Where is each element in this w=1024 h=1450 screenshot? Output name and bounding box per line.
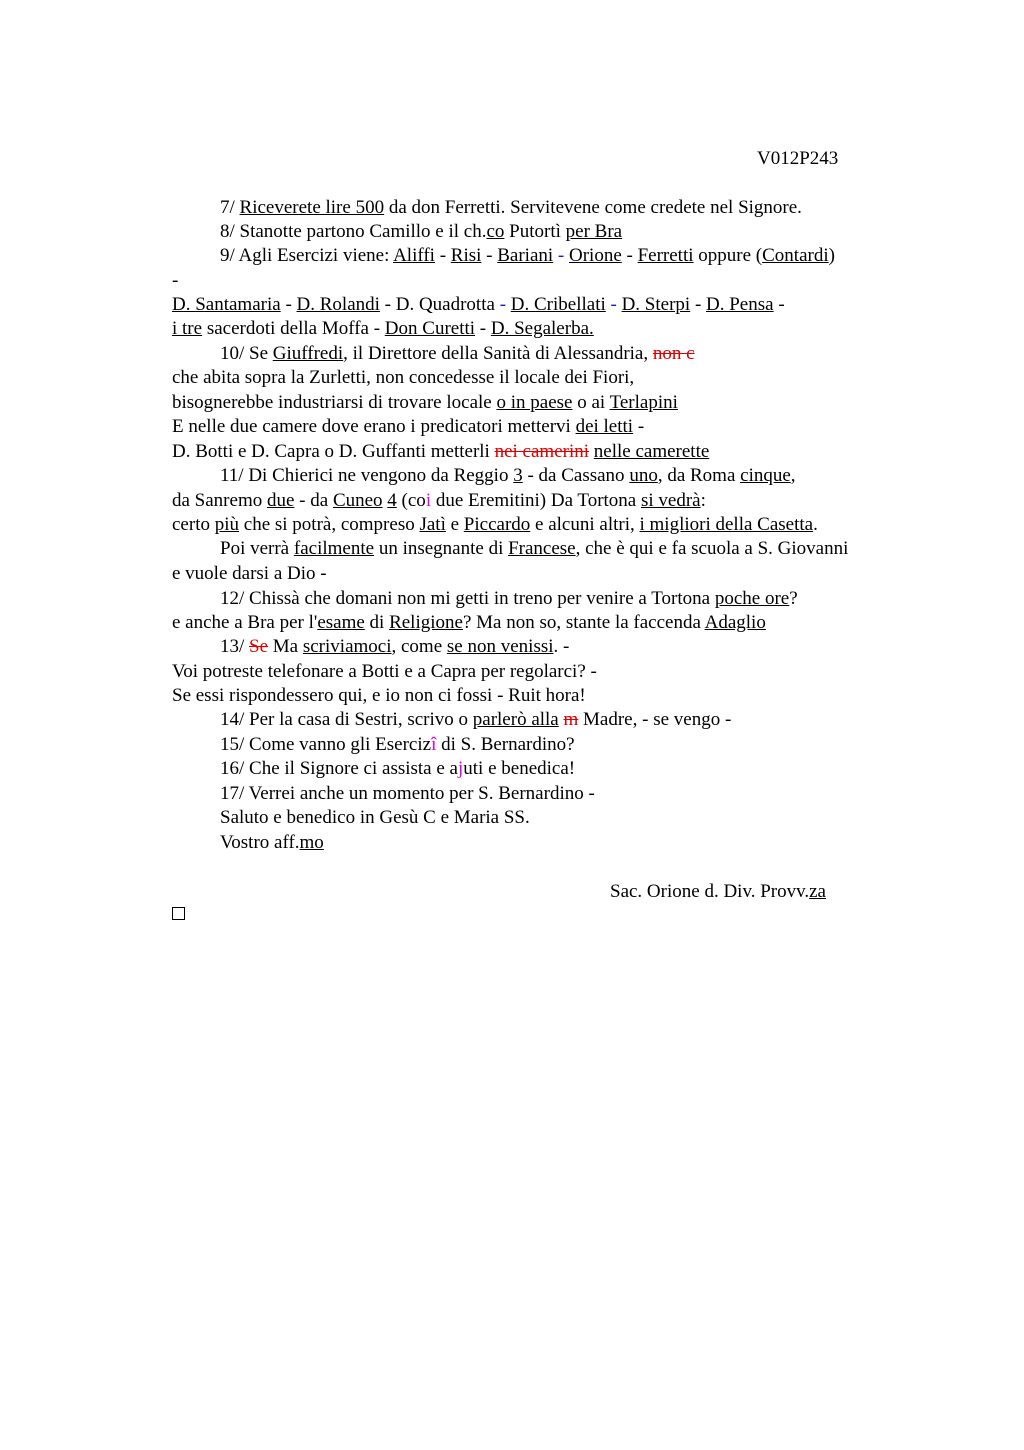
line-16 (220, 757, 575, 781)
text: di S. Bernardino? (436, 734, 575, 755)
text: Sac. Orione d. Div. Provv. (610, 881, 810, 902)
blue-text: - (499, 294, 507, 315)
line-14 (220, 708, 731, 732)
text: . - (553, 636, 570, 657)
closing-greeting: Saluto e benedico in Gesù C e Maria SS. (220, 807, 530, 828)
text: Putortì (504, 221, 566, 242)
underlined-text: facilmente (293, 538, 375, 559)
underlined-text: Ferretti (637, 245, 694, 266)
line-12 (220, 587, 798, 611)
line-10-c (172, 391, 678, 415)
underlined-text: D. Segalerba. (490, 318, 594, 339)
underlined-text: parlerò alla (472, 709, 559, 730)
underlined-text: due (266, 490, 295, 511)
text: 10/ Se (220, 343, 273, 364)
underlined-text: Contardi (762, 245, 829, 266)
closing-yours (220, 831, 324, 855)
underlined-text: uno (629, 465, 658, 486)
text: , (790, 465, 796, 486)
underlined-text: Adaglio (704, 612, 766, 633)
text: Vostro aff. (220, 832, 300, 853)
text: Madre, - se vengo - (578, 709, 732, 730)
text: , come (391, 636, 447, 657)
text: - da Cassano (522, 465, 630, 486)
text: e alcuni altri, (530, 514, 640, 535)
text: - (280, 294, 297, 315)
line-17: 17/ Verrei anche un momento per S. Bernardino - (220, 783, 595, 804)
underlined-text: Orione (569, 245, 622, 266)
text: ? Ma non so, stante la faccenda (462, 612, 705, 633)
underlined-text: nelle camerette (593, 441, 710, 462)
text: 16/ Che il Signore ci assista e a (220, 758, 458, 779)
underlined-text: mo (299, 832, 324, 853)
text: 13/ (220, 636, 250, 657)
line-15 (220, 733, 575, 757)
text: e anche a Bra per l' (172, 612, 318, 633)
underlined-text: Terlapini (609, 392, 678, 413)
underlined-text: o in paese (496, 392, 573, 413)
text: 8/ Stanotte partono Camillo e il ch. (220, 221, 487, 242)
underlined-text: Aliffi (393, 245, 435, 266)
text: , da Roma (657, 465, 741, 486)
text: 15/ Come vanno gli Eserciz (220, 734, 432, 755)
deleted-text: m (563, 709, 579, 730)
checkbox-square-icon (172, 907, 185, 920)
blue-text: - (553, 245, 569, 266)
line-10-d (172, 415, 644, 439)
text: sacerdoti della Moffa - (202, 318, 385, 339)
text: 11/ Di Chierici ne vengono da Reggio (220, 465, 514, 486)
underlined-text: D. Rolandi (296, 294, 380, 315)
text: - (475, 318, 491, 339)
underlined-text: D. Santamaria (172, 294, 281, 315)
underlined-text: Risi (450, 245, 482, 266)
underlined-text: per Bra (565, 221, 623, 242)
line-9 (220, 244, 835, 268)
text: un insegnante di (374, 538, 509, 559)
text: - (690, 294, 707, 315)
deleted-text: non c (652, 343, 695, 364)
underlined-text: D. Cribellati (510, 294, 606, 315)
underlined-text: 3 (513, 465, 523, 486)
text: (co (396, 490, 426, 511)
text: 7/ (220, 197, 240, 218)
underlined-text: Cuneo (332, 490, 383, 511)
text: ) (828, 245, 835, 266)
text: e (445, 514, 464, 535)
text: due Eremitini) Da Tortona (431, 490, 641, 511)
line-11-b (172, 489, 706, 513)
line-13-c: Se essi rispondessero qui, e io non ci fossi - Ruit hora! (172, 685, 586, 706)
underlined-text: se non venissi (446, 636, 554, 657)
underlined-text: esame (317, 612, 365, 633)
text: - (621, 245, 638, 266)
text: da don Ferretti. Servitevene come credete nel Signore. (384, 197, 802, 218)
underlined-text: Don Curetti (384, 318, 476, 339)
text: ? (789, 588, 798, 609)
underlined-text: poche ore (714, 588, 790, 609)
underlined-text: i tre (172, 318, 203, 339)
underlined-text: D. Sterpi (621, 294, 691, 315)
line-9-priests (172, 317, 594, 341)
signature (610, 880, 826, 904)
underlined-text: D. Pensa (706, 294, 774, 315)
magenta-text: j (457, 758, 464, 779)
text: bisognerebbe industriarsi di trovare locale (172, 392, 497, 413)
underlined-text: 4 (387, 490, 397, 511)
underlined-text: scriviamoci (302, 636, 392, 657)
magenta-text: î (431, 734, 437, 755)
line-8 (220, 220, 622, 244)
text: - (434, 245, 451, 266)
underlined-text: più (214, 514, 240, 535)
underlined-text: i migliori della Casetta (639, 514, 814, 535)
text: da Sanremo (172, 490, 267, 511)
text: Ma (268, 636, 303, 657)
underlined-text: Riceverete lire 500 (239, 197, 385, 218)
line-10-e (172, 440, 709, 464)
text: oppure ( (693, 245, 763, 266)
underlined-text: Bariani (497, 245, 554, 266)
text: certo (172, 514, 215, 535)
underlined-text: si vedrà (641, 490, 701, 511)
text: , il Direttore della Sanità di Alessandria, (343, 343, 653, 364)
text: : (700, 490, 706, 511)
line-13 (220, 635, 569, 659)
underlined-text: Religione (389, 612, 463, 633)
text: - (481, 245, 498, 266)
underlined-text: Francese (508, 538, 576, 559)
text: o ai (572, 392, 610, 413)
page-id: V012P243 (757, 148, 839, 169)
text: Poi verrà (220, 538, 294, 559)
line-13-b: Voi potreste telefonare a Botti e a Capra per regolarci? - (172, 661, 597, 682)
text: E nelle due camere dove erano i predicatori mettervi (172, 416, 576, 437)
underlined-text: co (486, 221, 505, 242)
line-10-b: che abita sopra la Zurletti, non concedesse il locale dei Fiori, (172, 367, 635, 388)
magenta-text: i (425, 490, 432, 511)
text: , che è qui e fa scuola a S. Giovanni (575, 538, 849, 559)
text: 14/ Per la casa di Sestri, scrivo o (220, 709, 473, 730)
text: uti e benedica! (463, 758, 576, 779)
line-11-d (220, 537, 848, 561)
text: di (364, 612, 390, 633)
text: - (773, 294, 785, 315)
line-7 (220, 196, 802, 220)
line-12-b (172, 611, 766, 635)
deleted-text: nei camerini (494, 441, 590, 462)
line-11-c (172, 513, 818, 537)
text: - D. Quadrotta (379, 294, 500, 315)
text: - da (294, 490, 333, 511)
text: 9/ Agli Esercizi viene: (220, 245, 394, 266)
underlined-text: cinque (740, 465, 791, 486)
underlined-text: Piccardo (463, 514, 531, 535)
deleted-text: Se (249, 636, 269, 657)
underlined-text: Jatì (419, 514, 446, 535)
blue-text: - (610, 294, 617, 315)
text: D. Botti e D. Capra o D. Guffanti metterli (172, 441, 495, 462)
text: che si potrà, compreso (239, 514, 420, 535)
text: . (813, 514, 818, 535)
underlined-text: Giuffredi (272, 343, 344, 364)
underlined-text: dei letti (575, 416, 634, 437)
line-10 (220, 342, 695, 366)
line-11 (220, 464, 796, 488)
line-9-dash: - (172, 270, 179, 291)
line-9-names (172, 293, 785, 317)
line-11-e: e vuole darsi a Dio - (172, 563, 327, 584)
text: - (633, 416, 645, 437)
text: 12/ Chissà che domani non mi getti in treno per venire a Tortona (220, 588, 715, 609)
underlined-text: za (809, 881, 826, 902)
